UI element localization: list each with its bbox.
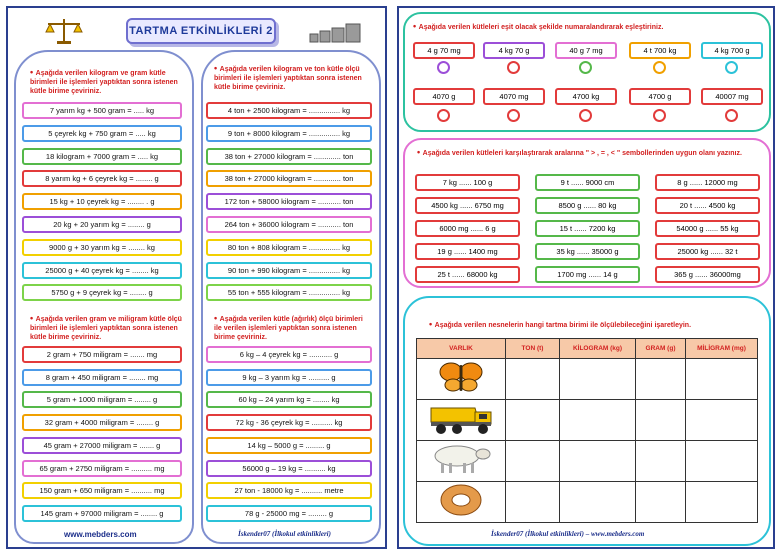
exercise-row[interactable]: 14 kg – 5000 g = ......... g: [206, 437, 372, 454]
instruction-objects: • Aşağıda verilen nesnelerin hangi tartma birimi ile ölçülebileceğini işaretleyin.: [429, 319, 692, 329]
dump-truck-icon: [417, 400, 505, 436]
table-cell[interactable]: [506, 482, 560, 523]
match-bottom-box[interactable]: 4700 kg: [555, 88, 617, 105]
match-top-box[interactable]: 40 g 7 mg: [555, 42, 617, 59]
instruction-kg-gram: • Aşağıda verilen kilogram ve gram kütle birimleri ile işlemleri yaptıktan sonra istenen kütle birime çeviriniz.: [30, 67, 178, 95]
comparison-box[interactable]: 8 g ...... 12000 mg: [655, 174, 760, 191]
comparison-box[interactable]: 8500 g ...... 80 kg: [535, 197, 640, 214]
exercise-row[interactable]: 90 ton + 990 kilogram = ............... kg: [206, 262, 372, 279]
table-cell[interactable]: [506, 359, 560, 400]
weights-icon: [308, 18, 368, 44]
exercise-row[interactable]: 25000 g + 40 çeyrek kg = ........ kg: [22, 262, 182, 279]
table-cell[interactable]: [686, 359, 758, 400]
table-row: [417, 400, 758, 441]
comparison-box[interactable]: 20 t ...... 4500 kg: [655, 197, 760, 214]
comparison-box[interactable]: 25 t ...... 68000 kg: [415, 266, 520, 283]
exercise-row[interactable]: 45 gram + 27000 miligram = ....... g: [22, 437, 182, 454]
match-bottom-box[interactable]: 4700 g: [629, 88, 691, 105]
table-cell[interactable]: [686, 441, 758, 482]
exercise-row[interactable]: 27 ton - 18000 kg = .......... metre: [206, 482, 372, 499]
exercise-row[interactable]: 150 gram + 650 miligram = .......... mg: [22, 482, 182, 499]
header-gram: GRAM (g): [636, 339, 686, 359]
match-bottom-box[interactable]: 40007 mg: [701, 88, 763, 105]
instruction-gram-miligram: • Aşağıda verilen gram ve miligram kütle ölçü birimleri ile işlemleri yaptıktan sonra istenen kütle birime çeviriniz.: [30, 313, 182, 341]
butterfly-icon: [417, 359, 505, 395]
bagel-icon: [417, 482, 505, 518]
mass-unit-table: [416, 338, 758, 523]
exercise-row[interactable]: 9000 g + 30 yarım kg = ........ kg: [22, 239, 182, 256]
instruction-matching: • Aşağıda verilen kütleleri eşit olacak şekilde numaralandırarak eşleştiriniz.: [413, 21, 664, 31]
header-miligram: MİLİGRAM (mg): [686, 339, 758, 359]
exercise-row[interactable]: 38 ton + 27000 kilogram = ............. ton: [206, 148, 372, 165]
table-cell[interactable]: [636, 441, 686, 482]
comparison-box[interactable]: 1700 mg ...... 14 g: [535, 266, 640, 283]
table-row: [417, 441, 758, 482]
table-cell[interactable]: [560, 359, 636, 400]
exercise-row[interactable]: 78 g - 25000 mg = ......... g: [206, 505, 372, 522]
comparison-box[interactable]: 7 kg ...... 100 g: [415, 174, 520, 191]
table-cell[interactable]: [506, 400, 560, 441]
exercise-row[interactable]: 15 kg + 10 çeyrek kg = ........ . g: [22, 193, 182, 210]
table-row: [417, 482, 758, 523]
exercise-row[interactable]: 80 ton + 808 kilogram = ............... kg: [206, 239, 372, 256]
exercise-row[interactable]: 55 ton + 555 kilogram = ............... kg: [206, 284, 372, 301]
exercise-row[interactable]: 9 kg – 3 yarım kg = .......... g: [206, 369, 372, 386]
match-circle[interactable]: [653, 61, 666, 74]
comparison-box[interactable]: 25000 kg ...... 32 t: [655, 243, 760, 260]
match-circle[interactable]: [507, 61, 520, 74]
comparison-box[interactable]: 365 g ...... 36000mg: [655, 266, 760, 283]
balance-scale-icon: [44, 16, 84, 46]
exercise-row[interactable]: 38 ton + 27000 kilogram = ............. ton: [206, 170, 372, 187]
table-cell[interactable]: [560, 441, 636, 482]
comparison-box[interactable]: 4500 kg ...... 6750 mg: [415, 197, 520, 214]
table-cell[interactable]: [560, 400, 636, 441]
footer-credit: İskender07 (İlkokul etkinlikleri) – www.mebders.com: [491, 530, 645, 538]
table-cell[interactable]: [636, 482, 686, 523]
match-circle[interactable]: [437, 61, 450, 74]
left-worksheet-page: [6, 6, 387, 549]
table-cell[interactable]: [686, 400, 758, 441]
comparison-box[interactable]: 6000 mg ...... 6 g: [415, 220, 520, 237]
match-circle[interactable]: [725, 109, 738, 122]
table-cell[interactable]: [636, 359, 686, 400]
table-row: [417, 359, 758, 400]
match-circle[interactable]: [653, 109, 666, 122]
table-cell[interactable]: [506, 441, 560, 482]
header-varlik: VARLIK: [417, 339, 506, 359]
exercise-row[interactable]: 32 gram + 4000 miligram = ........ g: [22, 414, 182, 431]
exercise-row[interactable]: 6 kg – 4 çeyrek kg = ........... g: [206, 346, 372, 363]
instruction-kg-ton: • Aşağıda verilen kilogram ve ton kütle ölçü birimleri ile işlemleri yaptıktan sonra istenen kütle birime çeviriniz.: [214, 63, 362, 91]
match-circle[interactable]: [579, 61, 592, 74]
match-circle[interactable]: [507, 109, 520, 122]
exercise-row[interactable]: 18 kilogram + 7000 gram = ..... kg: [22, 148, 182, 165]
exercise-row[interactable]: 172 ton + 58000 kilogram = ........... ton: [206, 193, 372, 210]
match-top-box[interactable]: 4 g 70 mg: [413, 42, 475, 59]
table-cell[interactable]: [636, 400, 686, 441]
exercise-row[interactable]: 72 kg - 36 çeyrek kg = .......... kg: [206, 414, 372, 431]
footer-site[interactable]: www.mebders.com: [64, 530, 137, 539]
bagel-cell: [417, 482, 506, 523]
table-cell[interactable]: [686, 482, 758, 523]
instruction-comparison: • Aşağıda verilen kütleleri karşılaştırarak aralarına " > , = , < " sembollerinden uygun olanı yazınız.: [417, 147, 742, 157]
instruction-mass-mixed: • Aşağıda verilen kütle (ağırlık) ölçü birimleri ile verilen işlemleri yaptıktan sonra istenen birime çeviriniz.: [214, 313, 363, 341]
page-title: TARTMA ETKİNLİKLERİ 2: [126, 18, 276, 44]
truck-cell: [417, 400, 506, 441]
comparison-box[interactable]: 35 kg ...... 35000 g: [535, 243, 640, 260]
exercise-row[interactable]: 264 ton + 36000 kilogram = ........... ton: [206, 216, 372, 233]
exercise-row[interactable]: 20 kg + 20 yarım kg = ........ g: [22, 216, 182, 233]
exercise-row[interactable]: 8 yarım kg + 6 çeyrek kg = ........ g: [22, 170, 182, 187]
comparison-box[interactable]: 54000 g ...... 55 kg: [655, 220, 760, 237]
match-bottom-box[interactable]: 4070 g: [413, 88, 475, 105]
match-circle[interactable]: [579, 109, 592, 122]
butterfly-cell: [417, 359, 506, 400]
table-cell[interactable]: [560, 482, 636, 523]
right-worksheet-page: [397, 6, 775, 549]
match-circle[interactable]: [437, 109, 450, 122]
match-top-box[interactable]: 4 kg 700 g: [701, 42, 763, 59]
exercise-row[interactable]: 5750 g + 9 çeyrek kg = ........ g: [22, 284, 182, 301]
exercise-row[interactable]: 5 çeyrek kg + 750 gram = ..... kg: [22, 125, 182, 142]
exercise-row[interactable]: 4 ton + 2500 kilogram = ............... kg: [206, 102, 372, 119]
sheep-icon: [417, 441, 505, 477]
exercise-row[interactable]: 7 yarım kg + 500 gram = ..... kg: [22, 102, 182, 119]
header-kilogram: KİLOGRAM (kg): [560, 339, 636, 359]
match-circle[interactable]: [725, 61, 738, 74]
comparison-box[interactable]: 19 g ...... 1400 mg: [415, 243, 520, 260]
exercise-row[interactable]: 5 gram + 1000 miligram = ........ g: [22, 391, 182, 408]
match-top-box[interactable]: 4 t 700 kg: [629, 42, 691, 59]
exercise-row[interactable]: 9 ton + 8000 kilogram = ............... kg: [206, 125, 372, 142]
exercise-row[interactable]: 145 gram + 97000 miligram = ........ g: [22, 505, 182, 522]
exercise-row[interactable]: 2 gram + 750 miligram = ....... mg: [22, 346, 182, 363]
exercise-row[interactable]: 8 gram + 450 miligram = ........ mg: [22, 369, 182, 386]
match-top-box[interactable]: 4 kg 70 g: [483, 42, 545, 59]
exercise-row[interactable]: 60 kg – 24 yarım kg = ........ kg: [206, 391, 372, 408]
header-ton: TON (t): [506, 339, 560, 359]
match-bottom-box[interactable]: 4070 mg: [483, 88, 545, 105]
exercise-row[interactable]: 65 gram + 2750 miligram = .......... mg: [22, 460, 182, 477]
sheep-cell: [417, 441, 506, 482]
comparison-box[interactable]: 9 t ...... 9000 cm: [535, 174, 640, 191]
comparison-box[interactable]: 15 t ...... 7200 kg: [535, 220, 640, 237]
exercise-row[interactable]: 56000 g – 19 kg = .......... kg: [206, 460, 372, 477]
footer-author: İskender07 (İlkokul etkinlikleri): [238, 530, 331, 538]
